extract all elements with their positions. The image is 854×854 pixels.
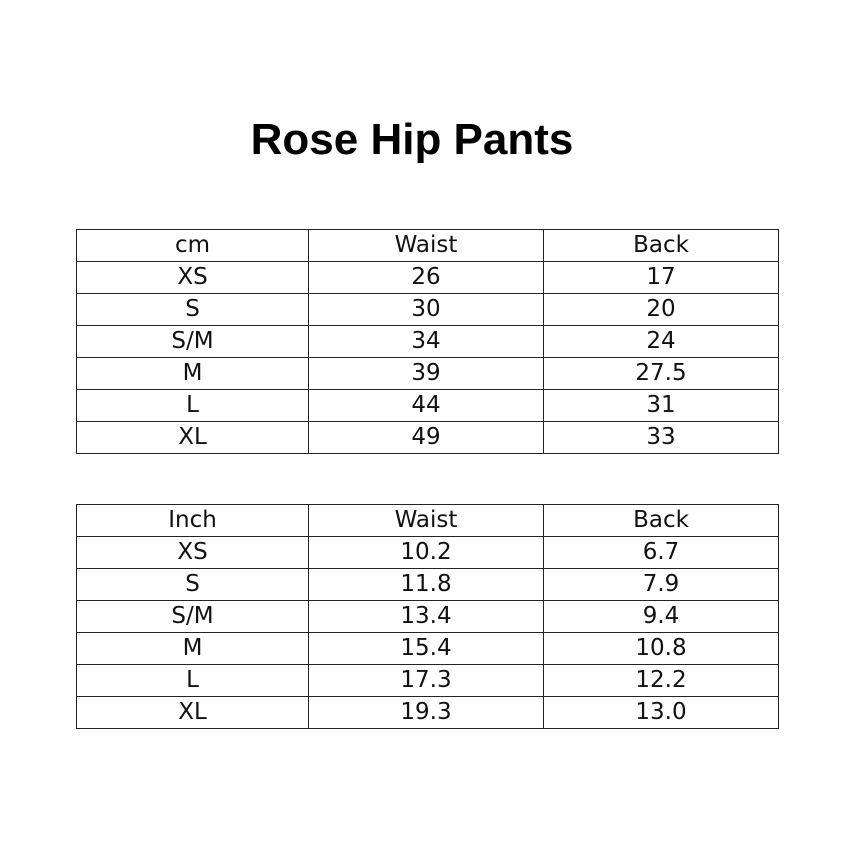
size-cell: XL bbox=[77, 422, 309, 454]
table-row bbox=[77, 665, 779, 697]
page-title: Rose Hip Pants bbox=[250, 115, 574, 164]
size-cell: S/M bbox=[77, 326, 309, 358]
waist-cell: 49 bbox=[309, 422, 544, 454]
waist-cell: 10.2 bbox=[309, 537, 544, 569]
size-table-inch bbox=[76, 504, 779, 729]
size-cell: XS bbox=[77, 262, 309, 294]
waist-cell: 11.8 bbox=[309, 569, 544, 601]
back-cell: 12.2 bbox=[544, 665, 779, 697]
table-row bbox=[77, 569, 779, 601]
waist-cell: 15.4 bbox=[309, 633, 544, 665]
table-row bbox=[77, 326, 779, 358]
header-unit: cm bbox=[77, 230, 309, 262]
table-row bbox=[77, 697, 779, 729]
size-cell: L bbox=[77, 390, 309, 422]
size-cell: S bbox=[77, 294, 309, 326]
waist-cell: 34 bbox=[309, 326, 544, 358]
size-cell: S/M bbox=[77, 601, 309, 633]
header-waist: Waist bbox=[309, 505, 544, 537]
waist-cell: 19.3 bbox=[309, 697, 544, 729]
size-cell: M bbox=[77, 358, 309, 390]
back-cell: 31 bbox=[544, 390, 779, 422]
back-cell: 33 bbox=[544, 422, 779, 454]
waist-cell: 30 bbox=[309, 294, 544, 326]
table-row bbox=[77, 601, 779, 633]
table-row bbox=[77, 390, 779, 422]
table-row bbox=[77, 537, 779, 569]
waist-cell: 13.4 bbox=[309, 601, 544, 633]
back-cell: 9.4 bbox=[544, 601, 779, 633]
table-row bbox=[77, 633, 779, 665]
back-cell: 24 bbox=[544, 326, 779, 358]
waist-cell: 26 bbox=[309, 262, 544, 294]
waist-cell: 44 bbox=[309, 390, 544, 422]
table-header-row bbox=[77, 230, 779, 262]
table-row bbox=[77, 262, 779, 294]
header-unit: Inch bbox=[77, 505, 309, 537]
waist-cell: 17.3 bbox=[309, 665, 544, 697]
size-cell: S bbox=[77, 569, 309, 601]
size-cell: XS bbox=[77, 537, 309, 569]
size-cell: M bbox=[77, 633, 309, 665]
waist-cell: 39 bbox=[309, 358, 544, 390]
table-row bbox=[77, 358, 779, 390]
back-cell: 7.9 bbox=[544, 569, 779, 601]
table-row bbox=[77, 294, 779, 326]
back-cell: 10.8 bbox=[544, 633, 779, 665]
back-cell: 17 bbox=[544, 262, 779, 294]
back-cell: 6.7 bbox=[544, 537, 779, 569]
header-waist: Waist bbox=[309, 230, 544, 262]
table-row bbox=[77, 422, 779, 454]
header-back: Back bbox=[544, 230, 779, 262]
header-back: Back bbox=[544, 505, 779, 537]
table-header-row bbox=[77, 505, 779, 537]
back-cell: 13.0 bbox=[544, 697, 779, 729]
size-cell: L bbox=[77, 665, 309, 697]
back-cell: 27.5 bbox=[544, 358, 779, 390]
size-cell: XL bbox=[77, 697, 309, 729]
size-table-cm bbox=[76, 229, 779, 454]
back-cell: 20 bbox=[544, 294, 779, 326]
